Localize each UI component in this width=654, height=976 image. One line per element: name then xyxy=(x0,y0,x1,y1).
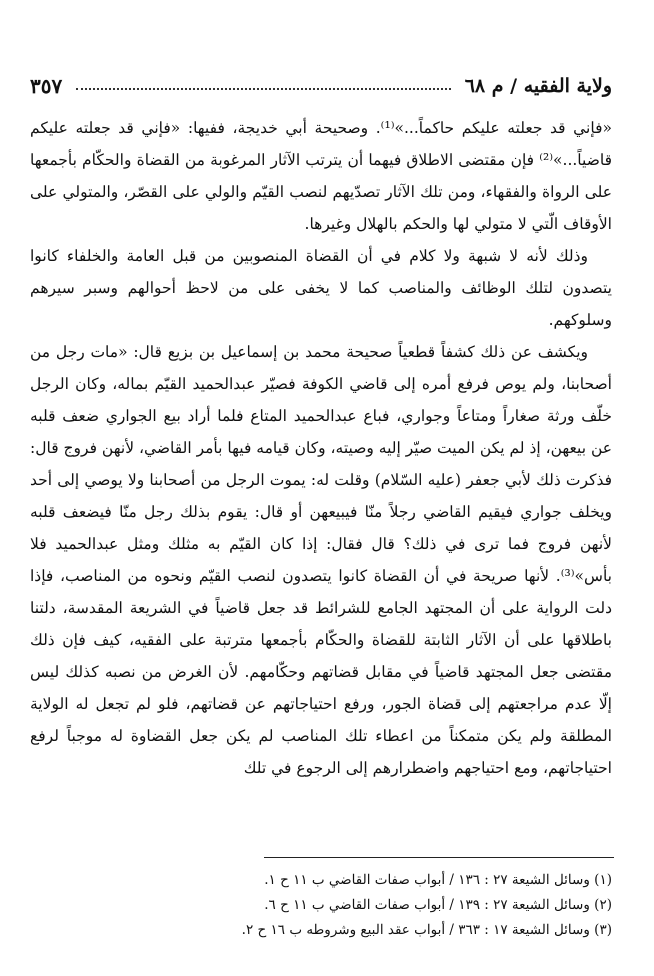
paragraph: ويكشف عن ذلك كشفاً قطعياً صحيحة محمد بن إسماعيل بن بزيع قال: «مات رجل من أصحابنا، ولم يوص فرفع أمره إلى قاضي الكوفة فصيّر عبدالحميد القيّم بماله، وكان الرجل خلّف ورثة صغاراً ومتاعاً وجواري، فباع عبدالحميد المتاع فلما أراد بيع الجواري ضعف قلبه عن بيعهن، إذ لم يكن الميت صيّر إليه وصيته، وكان قيامه فيها بأمر القاضي، لأنهن فروج قال: فذكرت ذلك لأبي جعفر (عليه السّلام) وقلت له: يموت الرجل من أصحابنا ولا يوصي إلى أحد ويخلف جواري فيقيم القاضي رجلاً منّا فيبيعهن أو قال: يقوم بذلك رجل منّا فيضعف قلبه لأنهن فروج فما ترى في ذلك؟ قال فقال: إذا كان القيّم به مثلك ومثل عبدالحميد فلا بأس»⁽³⁾. لأنها صريحة في أن القضاة كانوا يتصدون لنصب القيّم ونحوه من المناصب، فإذا دلت الرواية على أن المجتهد الجامع للشرائط قد جعل قاضياً في الشريعة المقدسة، دلتنا باطلاقها على أن الآثار الثابتة للقضاة والحكّام بأجمعها مترتبة على الفقيه، كيف فإن ذلك مقتضى جعل المجتهد قاضياً في مقابل قضاتهم وحكّامهم. لأن الغرض من نصبه كذلك ليس إلّا عدم مراجعتهم إلى قضاة الجور، ورفع احتياجاتهم عن قضاتهم، فلو لم تجعل له الولاية المطلقة ولم يكن متمكناً من اعطاء تلك المناصب لم يكن جعل القضاوة له موجباً لرفع احتياجاتهم، ومع احتياجهم واضطرارهم إلى الرجوع في تلك xyxy=(30,343,612,777)
main-text xyxy=(30,112,612,784)
footnote-divider xyxy=(264,857,614,858)
footnote: (١) وسائل الشيعة ٢٧ : ١٣٦ / أبواب صفات القاضي ب ١١ ح ١. xyxy=(264,872,612,888)
footnotes xyxy=(30,868,612,943)
running-header xyxy=(30,66,612,106)
page-number: ٣٥٧ xyxy=(30,74,63,98)
footnote: (٣) وسائل الشيعة ١٧ : ٣٦٣ / أبواب عقد البيع وشروطه ب ١٦ ح ٢. xyxy=(241,922,612,938)
header-title: ولاية الفقيه / م ٦٨ xyxy=(464,75,612,97)
paragraph: وذلك لأنه لا شبهة ولا كلام في أن القضاة المنصوبين من قبل العامة والخلفاء كانوا يتصدون لتلك الوظائف والمناصب كما لا يخفى على من لاحظ أحوالهم وسبر سيرهم وسلوكهم. xyxy=(30,247,612,329)
header-dot-leader xyxy=(76,88,450,90)
paragraph: «فإني قد جعلته عليكم حاكماً...»⁽¹⁾. وصحيحة أبي خديجة، ففيها: «فإني قد جعلته عليكم قاضياً...»⁽²⁾ فإن مقتضى الاطلاق فيهما أن يترتب الآثار المرغوبة من القضاة والحكّام بأجمعها على الرواة والفقهاء، ومن تلك الآثار تصدّيهم لنصب القيّم والولي على القصّر، والمتولي على الأوقاف الّتي لا متولي لها والحكم بالهلال وغيرها. xyxy=(30,119,612,233)
footnote: (٢) وسائل الشيعة ٢٧ : ١٣٩ / أبواب صفات القاضي ب ١١ ح ٦. xyxy=(264,897,612,913)
